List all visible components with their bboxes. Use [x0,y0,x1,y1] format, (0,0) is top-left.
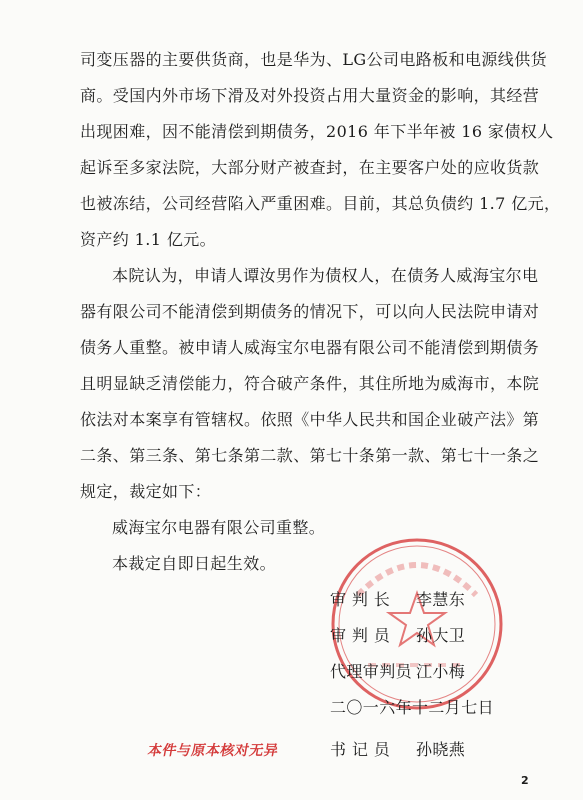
judge-title: 审 判 员 [330,626,391,645]
body-line-4: 起诉至多家法院，大部分财产被查封，在主要客户处的应收货款 [80,158,540,177]
chief-judge-name: 李慧东 [416,590,466,609]
body-line-3: 出现困难，因不能清偿到期债务，2016 年下半年被 16 家债权人 [80,122,554,141]
effective-line: 本裁定自即日起生效。 [112,554,277,573]
body-line-8: 器有限公司不能清偿到期债务的情况下，可以向人民法院申请对 [80,302,540,321]
body-line-1: 司变压器的主要供货商，也是华为、LG公司电路板和电源线供货 [80,50,548,69]
acting-judge-title: 代理审判员 [330,662,413,681]
ruling-line: 威海宝尔电器有限公司重整。 [112,518,326,537]
clerk-name: 孙晓燕 [416,740,466,759]
certified-copy-stamp: 本件与原本核对无异 [146,743,280,759]
body-line-5: 也被冻结，公司经营陷入严重困难。目前，其总负债约 1.7 亿元， [80,194,561,213]
court-seal-stamp [328,535,506,713]
acting-judge-name: 江小梅 [416,662,466,681]
body-line-2: 商。受国内外市场下滑及对外投资占用大量资金的影响，其经营 [80,86,540,105]
page-number: 2 [521,774,529,787]
body-line-9: 债务人重整。被申请人威海宝尔电器有限公司不能清偿到期债务 [80,338,540,357]
body-line-11: 依法对本案享有管辖权。依照《中华人民共和国企业破产法》第 [80,410,540,429]
body-line-6: 资产约 1.1 亿元。 [80,230,217,249]
ruling-date: 二〇一六年十二月七日 [330,698,495,717]
judge-name: 孙大卫 [416,626,466,645]
chief-judge-title: 审 判 长 [330,590,391,609]
body-line-10: 且明显缺乏清偿能力，符合破产条件，其住所地为威海市，本院 [80,374,540,393]
body-line-13: 规定，裁定如下： [80,482,212,501]
clerk-title: 书 记 员 [330,740,391,759]
body-line-12: 二条、第三条、第七条第二款、第七十条第一款、第七十一条之 [80,446,540,465]
body-line-7: 本院认为，申请人谭汝男作为债权人，在债务人威海宝尔电 [112,266,539,285]
